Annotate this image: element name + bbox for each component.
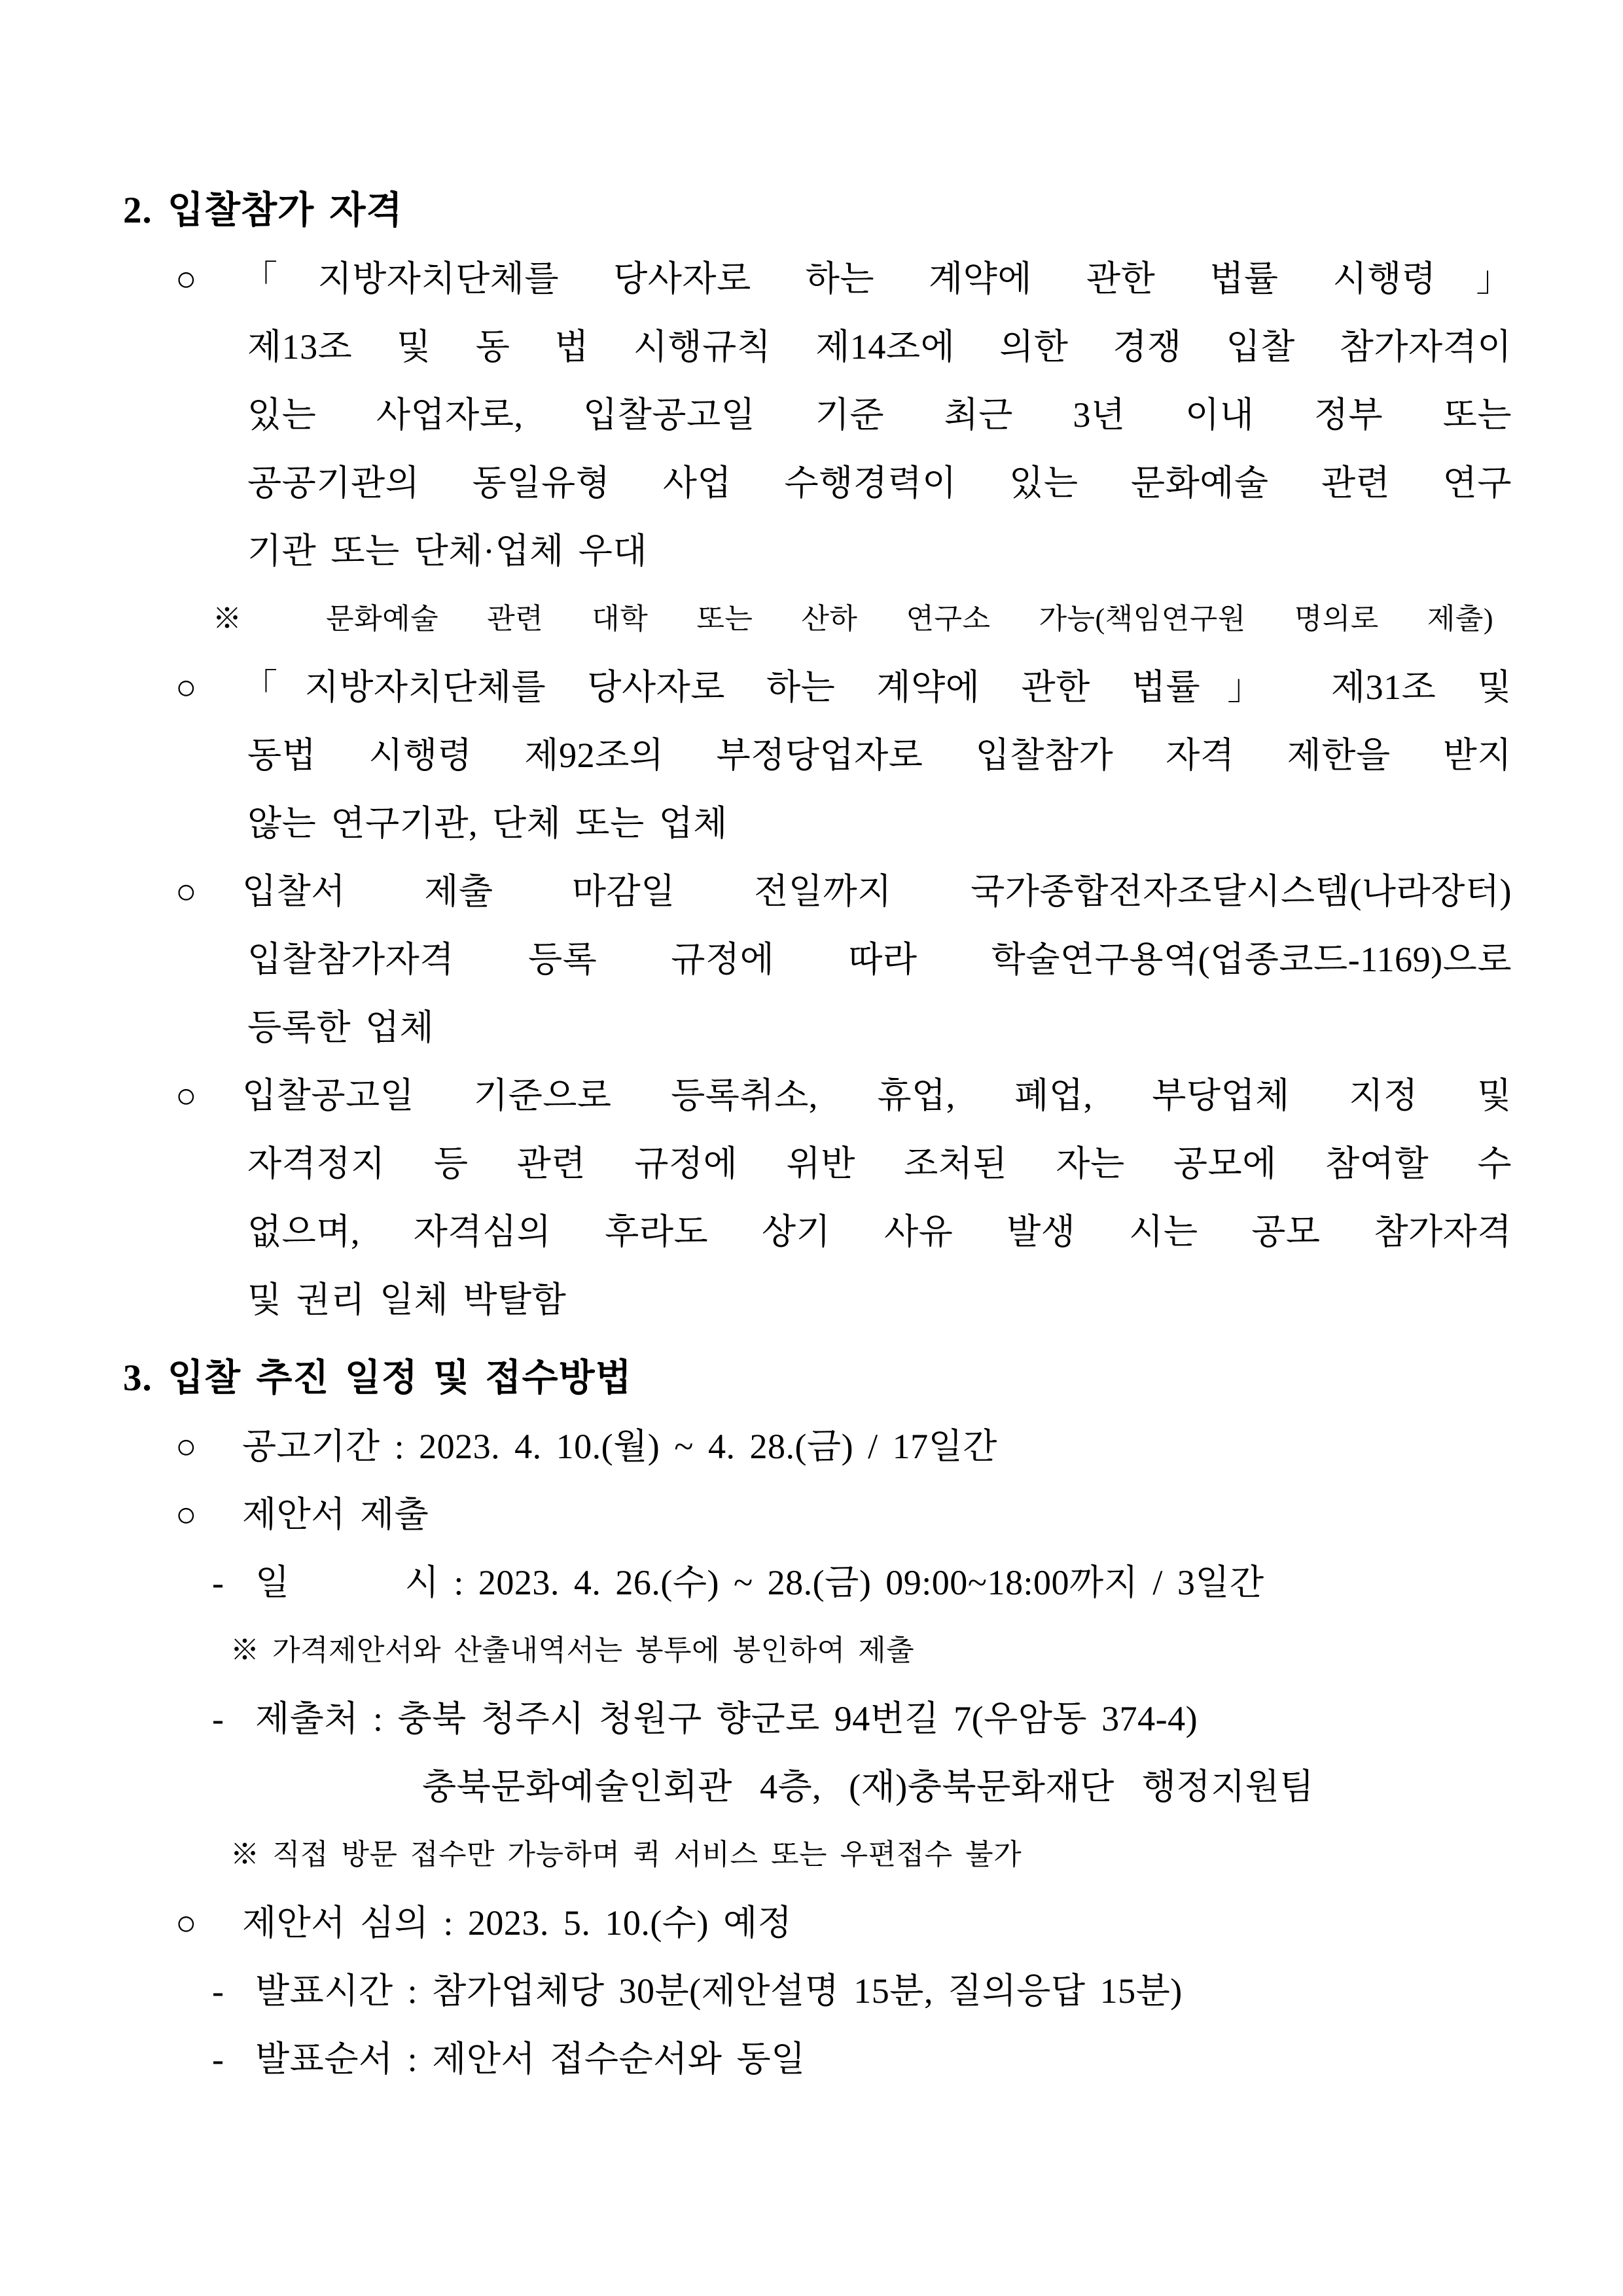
continuation-line xyxy=(0,994,1623,1062)
line-text: 제출처 : 충북 청주시 청원구 향군로 94번길 7(우암동 374-4) xyxy=(255,1699,1198,1738)
bullet-item-line xyxy=(0,653,1623,721)
note-line xyxy=(0,1821,1623,1889)
continuation-line xyxy=(0,925,1623,994)
line-text: 「지방자치단체를 당사자로 하는 계약에 관한 법률 시행령」 xyxy=(242,259,1512,298)
bullet-item-line xyxy=(0,1412,1623,1480)
dash-bullet: - xyxy=(212,2039,224,2079)
line-text: ※ 문화예술 관련 대학 또는 산하 연구소 가능(책임연구원 명의로 제출) xyxy=(213,603,1493,635)
line-text: 3. 입찰 추진 일정 및 접수방법 xyxy=(123,1357,632,1399)
continuation-line xyxy=(0,449,1623,517)
dash-bullet: - xyxy=(212,1699,224,1738)
line-text: ※ 직접 방문 접수만 가능하며 퀵 서비스 또는 우편접수 불가 xyxy=(230,1839,1022,1871)
bullet-item-line xyxy=(0,1062,1623,1130)
line-text: 충북문화예술인회관 4층, (재)충북문화재단 행정지원팀 xyxy=(422,1767,1315,1806)
circle-bullet: ○ xyxy=(175,1427,198,1466)
note-line xyxy=(0,1617,1623,1685)
line-text: 「지방자치단체를 당사자로 하는 계약에 관한 법률」 제31조 및 xyxy=(242,668,1512,707)
line-text: 자격정지 등 관련 규정에 위반 조처된 자는 공모에 참여할 수 xyxy=(247,1144,1512,1183)
bullet-item-line xyxy=(0,1480,1623,1549)
circle-bullet: ○ xyxy=(175,1495,198,1534)
sub-item-line xyxy=(0,1549,1623,1617)
section-heading xyxy=(0,177,1623,245)
bullet-item-line xyxy=(0,1889,1623,1957)
continuation-line xyxy=(0,1130,1623,1198)
note-line xyxy=(0,585,1623,653)
address-line xyxy=(0,1753,1623,1821)
circle-bullet: ○ xyxy=(175,259,198,298)
line-text: 입찰서 제출 마감일 전일까지 국가종합전자조달시스템(나라장터) xyxy=(242,872,1512,911)
bullet-item-line xyxy=(0,857,1623,925)
continuation-line xyxy=(0,1198,1623,1266)
line-text: 기관 또는 단체·업체 우대 xyxy=(247,531,648,571)
line-text: 입찰공고일 기준으로 등록취소, 휴업, 폐업, 부당업체 지정 및 xyxy=(242,1076,1512,1115)
line-text: 등록한 업체 xyxy=(247,1008,435,1047)
circle-bullet: ○ xyxy=(175,1076,198,1115)
dash-bullet: - xyxy=(212,1971,224,2011)
dash-bullet: - xyxy=(212,1563,224,1602)
circle-bullet: ○ xyxy=(175,668,198,707)
line-text: ※ 가격제안서와 산출내역서는 봉투에 봉인하여 제출 xyxy=(230,1634,915,1666)
continuation-line xyxy=(0,721,1623,789)
line-text: 공고기간 : 2023. 4. 10.(월) ~ 4. 28.(금) / 17일간 xyxy=(242,1427,997,1466)
section-heading xyxy=(0,1344,1623,1412)
continuation-line xyxy=(0,1266,1623,1334)
line-text: 제안서 심의 : 2023. 5. 10.(수) 예정 xyxy=(242,1903,793,1943)
line-text: 공공기관의 동일유형 사업 수행경력이 있는 문화예술 관련 연구 xyxy=(247,463,1512,503)
section-bid-participation-qualification xyxy=(0,177,1623,1334)
line-text: 있는 사업자로, 입찰공고일 기준 최근 3년 이내 정부 또는 xyxy=(247,395,1512,435)
sub-item-line xyxy=(0,1685,1623,1753)
continuation-line xyxy=(0,381,1623,449)
line-text: 동법 시행령 제92조의 부정당업자로 입찰참가 자격 제한을 받지 xyxy=(247,736,1512,775)
circle-bullet: ○ xyxy=(175,1903,198,1943)
sub-item-line xyxy=(0,1957,1623,2025)
continuation-line xyxy=(0,517,1623,585)
sub-item-line xyxy=(0,2025,1623,2093)
line-text: 입찰참가자격 등록 규정에 따라 학술연구용역(업종코드-1169)으로 xyxy=(247,940,1512,979)
document-body xyxy=(0,177,1623,2093)
line-text: 않는 연구기관, 단체 또는 업체 xyxy=(247,804,728,843)
line-text: 및 권리 일체 박탈함 xyxy=(247,1280,567,1319)
continuation-line xyxy=(0,313,1623,381)
line-text: 발표순서 : 제안서 접수순서와 동일 xyxy=(255,2039,806,2079)
line-text: 없으며, 자격심의 후라도 상기 사유 발생 시는 공모 참가자격 xyxy=(247,1212,1512,1251)
line-text: 제안서 제출 xyxy=(242,1495,429,1534)
line-text: 발표시간 : 참가업체당 30분(제안설명 15분, 질의응답 15분) xyxy=(255,1971,1183,2011)
line-text: 일 시 : 2023. 4. 26.(수) ~ 28.(금) 09:00~18:00까지 / 3일간 xyxy=(255,1563,1264,1602)
line-text: 2. 입찰참가 자격 xyxy=(123,190,403,231)
bullet-item-line xyxy=(0,245,1623,313)
circle-bullet: ○ xyxy=(175,872,198,911)
section-bid-schedule-and-submission xyxy=(0,1344,1623,2093)
line-text: 제13조 및 동 법 시행규칙 제14조에 의한 경쟁 입찰 참가자격이 xyxy=(247,327,1512,367)
continuation-line xyxy=(0,789,1623,857)
